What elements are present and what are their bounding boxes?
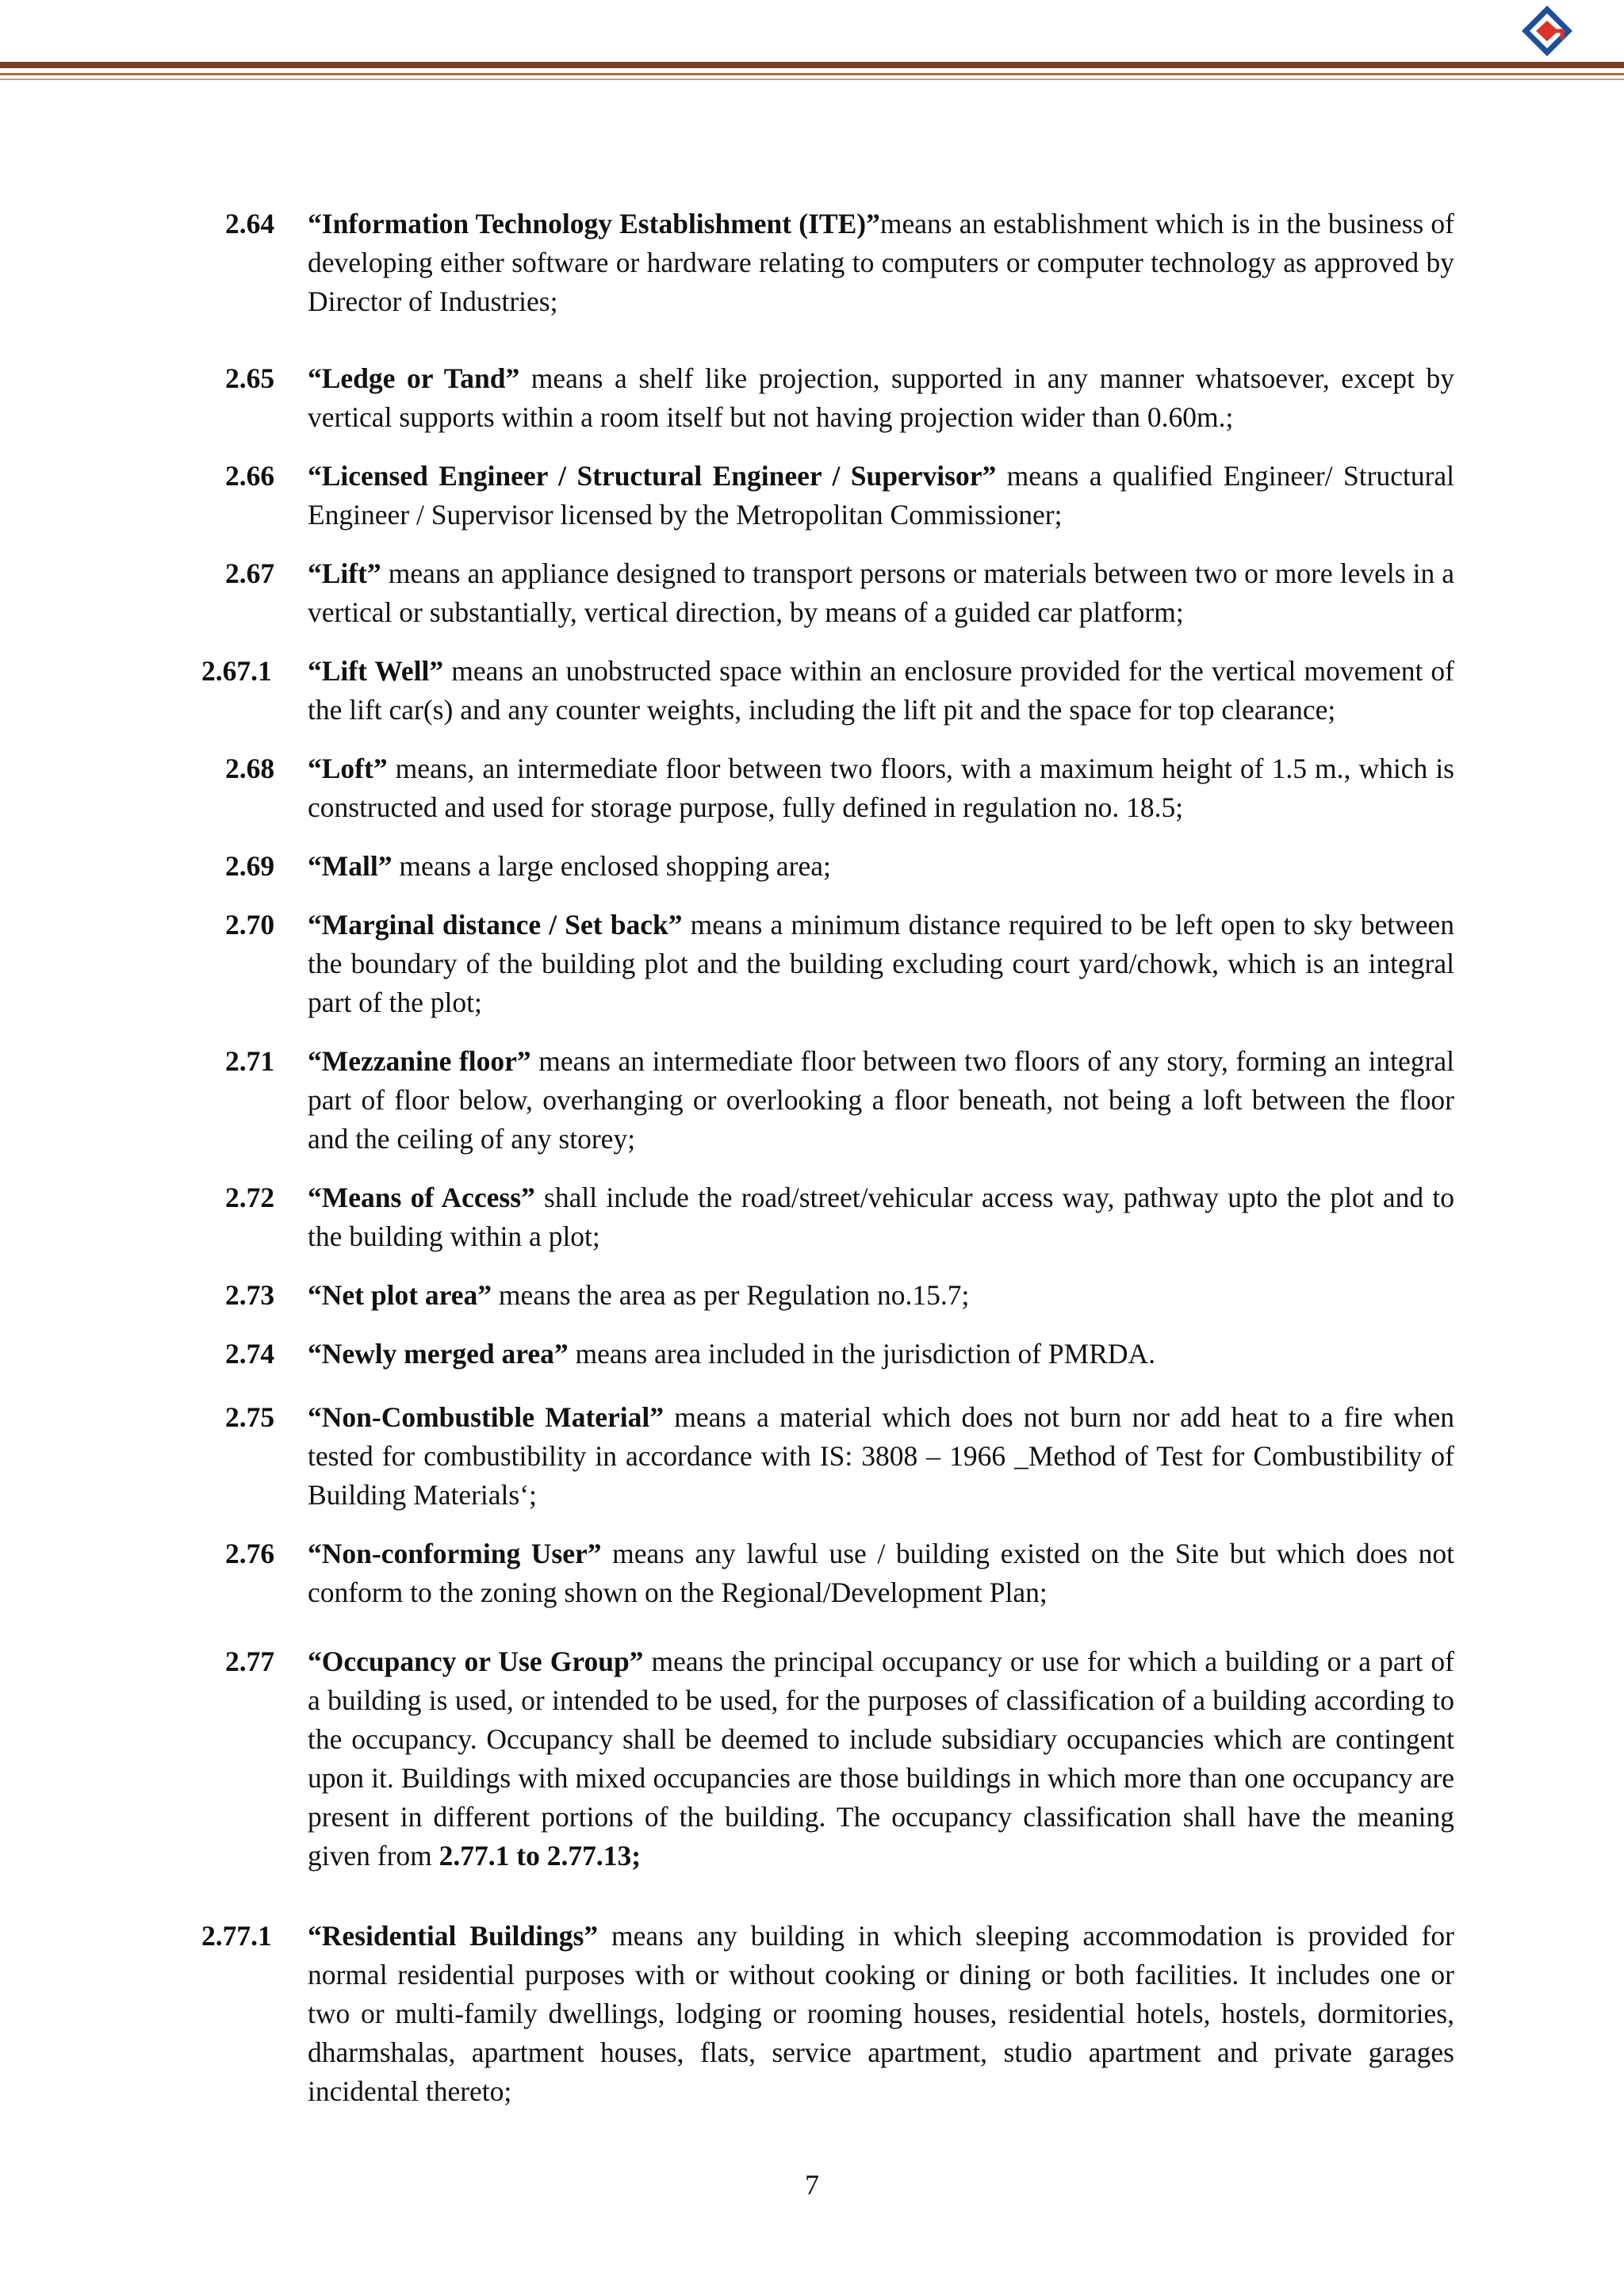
- defined-term: “Means of Access”: [308, 1182, 535, 1213]
- definition-text: means an establishment which is in the business of developing either software or hardware relating to computers or computer technology as approved by Director of Industries;: [308, 208, 1454, 317]
- defined-term: “Lift”: [308, 557, 381, 589]
- definition-text: means area included in the jurisdiction of PMRDA.: [568, 1338, 1156, 1370]
- clause-number: 2.75: [225, 1401, 275, 1433]
- defined-term: “Residential Buildings”: [308, 1920, 599, 1952]
- header-rule: [0, 62, 1624, 68]
- defined-term: “Newly merged area”: [308, 1338, 569, 1370]
- defined-term: “Net plot area”: [308, 1279, 492, 1311]
- document-body: [201, 205, 1454, 2131]
- definition-text: means a shelf like projection, supported in any manner whatsoever, except by vertical supports within a room itself but not having projection wider than 0.60m.;: [308, 362, 1454, 433]
- defined-term: “Non-conforming User”: [308, 1538, 602, 1569]
- definition-text: means an appliance designed to transport persons or materials between two or more levels in a vertical or substantially, vertical direction, by means of a guided car platform;: [308, 557, 1454, 628]
- clause-number: 2.69: [225, 850, 275, 882]
- definition-entry: [201, 1534, 1454, 1612]
- defined-term: “Licensed Engineer / Structural Engineer / Supervisor”: [308, 460, 997, 492]
- definition-entry: [201, 359, 1454, 437]
- clause-number: 2.65: [225, 362, 275, 394]
- definition-text: shall include the road/street/vehicular access way, pathway upto the plot and to the building within a plot;: [308, 1182, 1454, 1252]
- definition-entry: [201, 1335, 1454, 1374]
- definition-entry: [201, 1042, 1454, 1159]
- definition-entry: [201, 1178, 1454, 1256]
- clause-number: 2.77: [225, 1646, 275, 1677]
- defined-term: “Marginal distance / Set back”: [308, 909, 683, 941]
- definition-text: means a material which does not burn nor add heat to a fire when tested for combustibility in accordance with IS: 3808 – 1966 _Method of Test for Combustibility of Building Materials‘;: [308, 1401, 1454, 1511]
- clause-number: 2.77.1: [201, 1920, 272, 1952]
- definition-text: means any lawful use / building existed on the Site but which does not conform to the zoning shown on the Regional/Development Plan;: [308, 1538, 1454, 1608]
- definition-entry: [201, 1642, 1454, 1875]
- definition-entry: [201, 554, 1454, 632]
- defined-term: “Lift Well”: [308, 655, 444, 687]
- definition-entry: [201, 1917, 1454, 2111]
- defined-term: “Non-Combustible Material”: [308, 1401, 665, 1433]
- clause-number: 2.71: [225, 1045, 275, 1077]
- page-number: 7: [805, 2169, 819, 2201]
- defined-term: “Ledge or Tand”: [308, 362, 520, 394]
- definition-entry: [201, 205, 1454, 321]
- clause-number: 2.73: [225, 1279, 275, 1311]
- defined-term: “Loft”: [308, 753, 388, 784]
- definition-entry: [201, 652, 1454, 730]
- cross-reference: 2.77.1 to 2.77.13;: [439, 1840, 642, 1872]
- definition-entry: [201, 847, 1454, 886]
- defined-term: “Occupancy or Use Group”: [308, 1646, 644, 1677]
- definition-entry: [201, 1398, 1454, 1515]
- definition-entry: [201, 906, 1454, 1022]
- definition-text: means the principal occupancy or use for which a building or a part of a building is used, or intended to be used, for the purposes of classification of a building according to the occupancy. Occupancy shall be deemed to include subsidiary occupancies which are contingent upon it. Buildings with mixed occupancies are those buildings in which more than one occupancy are present in different portions of the building. The occupancy classification shall have the meaning given from: [308, 1646, 1454, 1872]
- definition-text: means an unobstructed space within an enclosure provided for the vertical movement of the lift car(s) and any counter weights, including the lift pit and the space for top clearance;: [308, 655, 1454, 726]
- clause-number: 2.76: [225, 1538, 275, 1569]
- clause-number: 2.74: [225, 1338, 275, 1370]
- clause-number: 2.72: [225, 1182, 275, 1213]
- defined-term: “Mall”: [308, 850, 393, 882]
- definition-text: means an intermediate floor between two floors of any story, forming an integral part of floor below, overhanging or overlooking a floor beneath, not being a loft between the floor and the ceiling of any storey;: [308, 1045, 1454, 1155]
- clause-number: 2.70: [225, 909, 275, 941]
- clause-number: 2.68: [225, 753, 275, 784]
- clause-number: 2.67: [225, 557, 275, 589]
- clause-number: 2.64: [225, 208, 275, 239]
- definition-text: means, an intermediate floor between two floors, with a maximum height of 1.5 m., which is constructed and used for storage purpose, fully defined in regulation no. 18.5;: [308, 753, 1454, 823]
- definition-text: means the area as per Regulation no.15.7;: [492, 1279, 970, 1311]
- definition-text: means a minimum distance required to be left open to sky between the boundary of the building plot and the building excluding court yard/chowk, which is an integral part of the plot;: [308, 909, 1454, 1018]
- header-rule-tertiary: [0, 79, 1624, 80]
- defined-term: “Information Technology Establishment (ITE)”: [308, 208, 880, 239]
- definition-entry: [201, 457, 1454, 534]
- clause-number: 2.67.1: [201, 655, 272, 687]
- organization-logo-icon: [1513, 5, 1581, 71]
- definition-text: means a large enclosed shopping area;: [392, 850, 831, 882]
- clause-number: 2.66: [225, 460, 275, 492]
- header-rule-secondary: [0, 73, 1624, 75]
- definition-text: means a qualified Engineer/ Structural Engineer / Supervisor licensed by the Metropolitan Commissioner;: [308, 460, 1455, 531]
- definition-entry: [201, 749, 1454, 827]
- definition-entry: [201, 1276, 1454, 1315]
- definition-text: means any building in which sleeping accommodation is provided for normal residential purposes with or without cooking or dining or both facilities. It includes one or two or multi-family dwellings, lodging or rooming houses, residential hotels, hostels, dormitories, dharmshalas, apartment houses, flats, service apartment, studio apartment and private garages incidental thereto;: [308, 1920, 1454, 2107]
- defined-term: “Mezzanine floor”: [308, 1045, 531, 1077]
